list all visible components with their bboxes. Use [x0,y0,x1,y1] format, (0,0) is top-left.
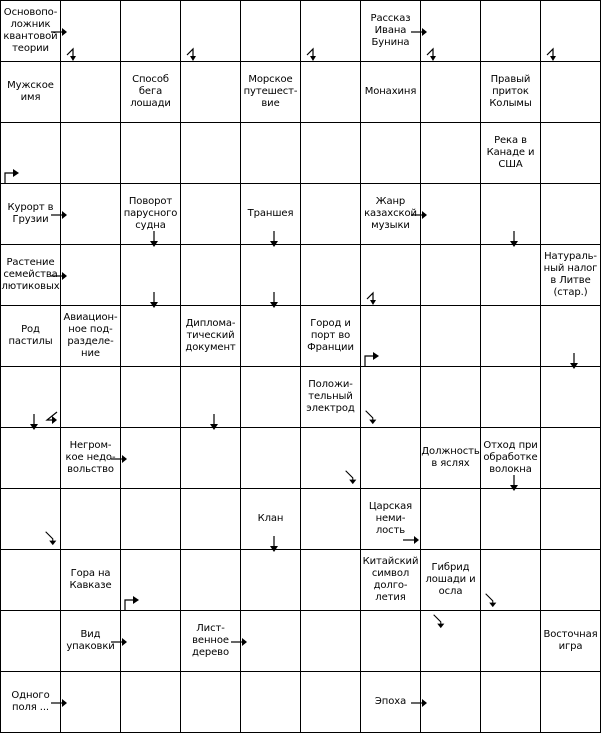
answer-cell[interactable] [180,122,241,184]
answer-cell[interactable] [420,61,481,123]
arrow-down-icon [506,231,522,247]
answer-cell[interactable] [60,366,121,428]
arrow-up-down-icon [303,45,319,61]
clue-cell [120,61,181,123]
answer-cell[interactable] [120,610,181,672]
answer-cell[interactable] [120,305,181,367]
arrow-right-down-icon [483,592,499,608]
arrow-up-down-icon [423,45,439,61]
clue-cell [180,305,241,367]
answer-cell[interactable] [360,122,421,184]
answer-cell[interactable] [240,671,301,733]
clue-text: Рассказ Ивана Бунина [370,13,411,48]
clue-text: Одного поля ... [11,690,50,713]
answer-cell[interactable] [120,0,181,62]
arrow-up-down-icon [63,45,79,61]
clue-cell [360,549,421,611]
answer-cell[interactable] [240,549,301,611]
arrow-left-down-icon [43,410,59,426]
answer-cell[interactable] [480,366,541,428]
clue-text: Гибрид лошади и осла [425,562,476,597]
clue-text: Положи- тельный электрод [306,379,355,414]
clue-text: Отход при обработке волокна [483,440,538,475]
arrow-down-icon [506,475,522,491]
clue-text: Авиацион- ное под- разделе- ние [63,312,118,359]
answer-cell[interactable] [300,549,361,611]
arrow-right-icon [411,207,427,223]
arrow-down-icon [206,414,222,430]
arrow-up-down-icon [183,45,199,61]
arrow-up-right-icon [123,594,139,610]
clue-text: Река в Канаде и США [486,135,535,170]
arrow-up-down-icon [363,289,379,305]
arrow-up-right-icon [363,350,379,366]
answer-cell[interactable] [0,610,61,672]
clue-cell [480,61,541,123]
clue-text: Китайский символ долго- летия [362,556,419,603]
answer-cell[interactable] [420,244,481,306]
arrow-right-icon [411,695,427,711]
clue-text: Диплома- тический документ [185,318,236,353]
clue-text: Мужское имя [7,80,54,103]
answer-cell[interactable] [540,549,601,611]
answer-cell[interactable] [420,366,481,428]
answer-cell[interactable] [300,61,361,123]
answer-cell[interactable] [360,427,421,489]
answer-cell[interactable] [540,366,601,428]
clue-text: Морское путешест- вие [243,74,298,109]
arrow-down-icon [266,231,282,247]
answer-cell[interactable] [540,488,601,550]
clue-cell [0,61,61,123]
arrow-right-icon [111,451,127,467]
answer-cell[interactable] [540,61,601,123]
arrow-right-down-icon [343,469,359,485]
answer-cell[interactable] [180,549,241,611]
answer-cell[interactable] [480,610,541,672]
clue-text: Правый приток Колымы [489,74,532,109]
answer-cell[interactable] [180,244,241,306]
clue-text: Гора на Кавказе [69,568,112,591]
answer-cell[interactable] [60,671,121,733]
answer-cell[interactable] [420,610,481,672]
answer-cell[interactable] [540,122,601,184]
arrow-down-icon [266,292,282,308]
clue-cell [540,244,601,306]
clue-text: Царская неми- лость [368,501,413,536]
answer-cell[interactable] [120,671,181,733]
arrow-right-icon [111,634,127,650]
clue-text: Поворот парусного судна [123,196,178,231]
clue-cell [0,305,61,367]
clue-text: Монахиня [364,86,417,97]
answer-cell[interactable] [60,122,121,184]
answer-cell[interactable] [240,610,301,672]
clue-cell [300,366,361,428]
answer-cell[interactable] [180,183,241,245]
answer-cell[interactable] [360,610,421,672]
answer-cell[interactable] [180,488,241,550]
arrow-down-icon [26,414,42,430]
clue-cell [60,549,121,611]
answer-cell[interactable] [60,488,121,550]
clue-text: Эпоха [374,696,407,707]
answer-cell[interactable] [300,244,361,306]
answer-cell[interactable] [60,61,121,123]
clue-text: Восточная игра [543,629,598,652]
answer-cell[interactable] [300,122,361,184]
answer-cell[interactable] [240,0,301,62]
answer-cell[interactable] [540,427,601,489]
clue-cell [300,305,361,367]
answer-cell[interactable] [540,671,601,733]
arrow-right-icon [51,207,67,223]
clue-text: Должность в яслях [421,446,480,469]
answer-cell[interactable] [480,244,541,306]
answer-cell[interactable] [300,671,361,733]
arrow-right-icon [51,268,67,284]
answer-cell[interactable] [300,610,361,672]
answer-cell[interactable] [540,183,601,245]
answer-cell[interactable] [240,305,301,367]
answer-cell[interactable] [240,427,301,489]
arrow-right-icon [403,532,419,548]
arrow-right-icon [51,24,67,40]
answer-cell[interactable] [0,427,61,489]
clue-cell [480,122,541,184]
clue-cell [540,610,601,672]
clue-text: Траншея [247,208,294,219]
clue-cell [360,61,421,123]
clue-cell [420,549,481,611]
clue-cell [240,61,301,123]
clue-text: Род пастилы [8,324,53,347]
answer-cell[interactable] [120,366,181,428]
arrow-right-icon [231,634,247,650]
clue-cell [60,305,121,367]
arrow-right-down-icon [43,530,59,546]
answer-cell[interactable] [180,427,241,489]
arrow-up-down-icon [543,45,559,61]
answer-cell[interactable] [420,122,481,184]
clue-text: Жанр казахской музыки [364,196,417,231]
clue-text: Вид упаковки [66,629,115,652]
answer-cell[interactable] [60,183,121,245]
clue-text: Негром- кое недо- вольство [65,440,116,475]
answer-cell[interactable] [120,122,181,184]
arrow-right-icon [51,695,67,711]
answer-cell[interactable] [300,183,361,245]
answer-cell[interactable] [120,427,181,489]
clue-text: Клан [257,513,284,524]
arrow-down-icon [566,353,582,369]
answer-cell[interactable] [180,671,241,733]
answer-cell[interactable] [120,488,181,550]
clue-cell [420,427,481,489]
clue-text: Способ бега лошади [130,74,171,109]
clue-text: Город и порт во Франции [307,318,354,353]
arrow-down-icon [266,536,282,552]
answer-cell[interactable] [0,549,61,611]
answer-cell[interactable] [240,366,301,428]
answer-cell[interactable] [420,488,481,550]
arrow-up-right-icon [3,167,19,183]
arrow-down-icon [146,292,162,308]
answer-cell[interactable] [60,244,121,306]
answer-cell[interactable] [420,671,481,733]
arrow-right-icon [411,24,427,40]
clue-text: Основопо- ложник квантовой теории [3,7,58,54]
answer-cell[interactable] [420,183,481,245]
arrow-right-down-icon [363,409,379,425]
answer-cell[interactable] [180,61,241,123]
scanword-grid [1,1,601,733]
answer-cell[interactable] [480,488,541,550]
answer-cell[interactable] [480,305,541,367]
clue-text: Натураль- ный налог в Литве (стар.) [543,251,598,298]
answer-cell[interactable] [300,488,361,550]
answer-cell[interactable] [240,122,301,184]
answer-cell[interactable] [480,671,541,733]
answer-cell[interactable] [420,305,481,367]
clue-text: Курорт в Грузии [7,202,54,225]
arrow-right-down-icon [431,613,447,629]
arrow-down-icon [146,231,162,247]
clue-text: Лист- венное дерево [192,623,229,658]
clue-text: Растение семейства лютиковых [1,257,60,292]
answer-cell[interactable] [480,0,541,62]
